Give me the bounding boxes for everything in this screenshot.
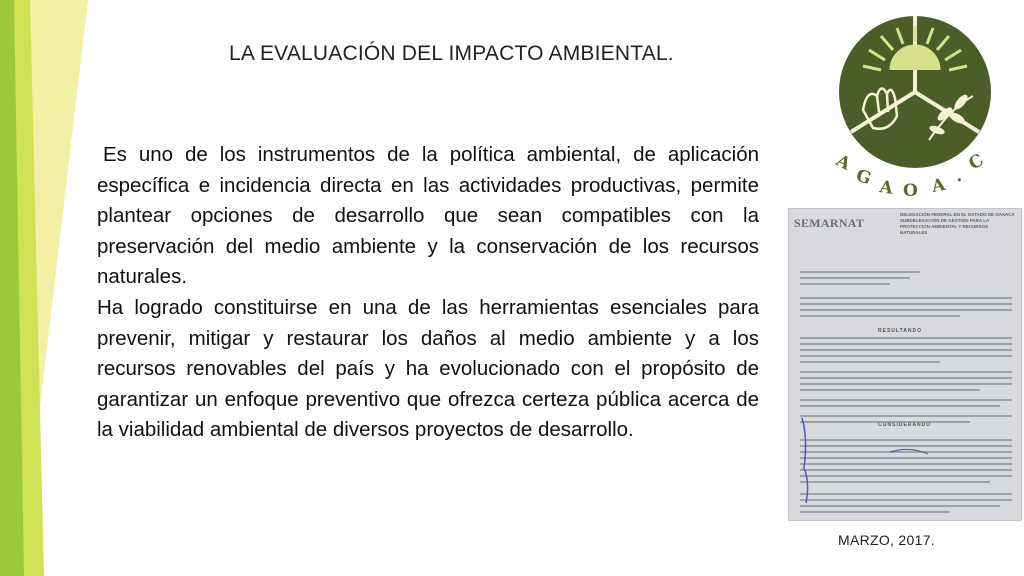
paragraph-2: Ha logrado constituirse en una de las herramientas esenciales para prevenir, mitigar y restaurar los daños al medio ambiente y a los recursos renovables del país y ha evolucionado con el propósito de garantizar un enfoque preventivo que ofrezca certeza pública acerca de la viabilidad ambiental de diversos proyectos de desarrollo. <box>97 295 759 442</box>
document-scan-image <box>788 208 1022 521</box>
svg-text:C: C <box>965 150 988 175</box>
document-section-resultando: RESULTANDO <box>878 328 922 334</box>
ink-mark <box>802 418 808 503</box>
document-section-considerando: CONSIDERANDO <box>878 422 932 428</box>
document-text-lines <box>800 268 1016 518</box>
agao-logo <box>833 12 1011 202</box>
svg-text:A: A <box>878 177 895 199</box>
svg-text:O: O <box>903 181 918 201</box>
slide-title: LA EVALUACIÓN DEL IMPACTO AMBIENTAL. <box>229 42 674 65</box>
paragraph-1: Es uno de los instrumentos de la política ambiental, de aplicación específica e incidencia directa en las actividades productivas, permite plantear opciones de desarrollo que sean compatibles con la preservación del medio ambiente y la conservación de los recursos naturales. <box>97 143 759 289</box>
slide-date: MARZO, 2017. <box>838 532 935 548</box>
svg-text:A: A <box>833 150 854 175</box>
svg-text:G: G <box>853 165 874 190</box>
svg-text:.: . <box>951 165 965 187</box>
slide-body <box>97 140 759 446</box>
document-subheader: DELEGACIÓN FEDERAL EN EL ESTADO DE OAXACA SUBDELEGACIÓN DE GESTIÓN PARA LA PROTECCIÓN AMBIENTAL Y RECURSOS NATURALES <box>900 212 1015 235</box>
left-accent-stripes <box>0 0 100 576</box>
document-header: SEMARNAT <box>794 216 865 230</box>
svg-text:A: A <box>930 174 947 197</box>
